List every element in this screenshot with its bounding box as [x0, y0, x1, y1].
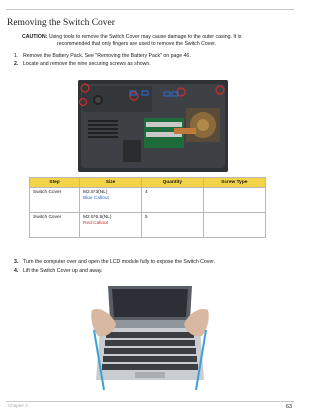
step-number: 2.	[14, 61, 19, 67]
step-text: Turn the computer over and open the LCD module fully to expose the Switch Cover.	[23, 259, 216, 265]
laptop-bottom-photo	[78, 80, 228, 172]
page-title: Removing the Switch Cover	[7, 18, 115, 28]
size-value: M2.5*3(NL)	[82, 190, 108, 195]
table-header-row	[30, 178, 266, 188]
caution-label: CAUTION:	[22, 34, 48, 40]
column-header-screw-type: Screw Type	[203, 178, 265, 188]
cell-size	[79, 213, 141, 238]
table-row	[30, 213, 266, 238]
cell-screw-type	[203, 188, 265, 213]
laptop-bottom-illustration	[78, 80, 228, 172]
step-3	[14, 259, 284, 266]
step-2	[14, 61, 284, 68]
table-row	[30, 188, 266, 213]
step-text: Locate and remove the nine securing screws as shown.	[23, 61, 151, 67]
caution-text: Using tools to remove the Switch Cover may cause damage to the outer casing. It is	[48, 34, 242, 40]
size-value: M2.5*6.5(NL)	[82, 215, 112, 220]
step-text: Lift the Switch Cover up and away.	[23, 268, 103, 274]
step-1	[14, 53, 284, 60]
step-number: 1.	[14, 53, 19, 59]
switch-cover-removal-photo	[90, 280, 210, 397]
step-number: 4.	[14, 268, 19, 274]
switch-cover-illustration	[90, 280, 210, 397]
page-number: 63	[285, 404, 292, 410]
cell-step: Switch Cover	[30, 188, 80, 213]
top-rule	[6, 9, 294, 10]
footer-chapter: Chapter 3	[8, 403, 28, 408]
cell-quantity: 5	[142, 213, 204, 238]
step-4	[14, 268, 284, 275]
column-header-quantity: Quantity	[142, 178, 204, 188]
cell-screw-type	[203, 213, 265, 238]
cell-quantity: 4	[142, 188, 204, 213]
cell-size	[79, 188, 141, 213]
caution-note	[22, 34, 284, 47]
red-callout-label: Red Callout	[82, 220, 109, 226]
bottom-rule	[6, 401, 294, 402]
cell-step: Switch Cover	[30, 213, 80, 238]
caution-text-continued: recommended that only fingers are used to remove the Switch Cover.	[57, 40, 217, 47]
step-text: Remove the Battery Pack. See "Removing the Battery Pack" on page 46.	[23, 53, 191, 59]
column-header-step: Step	[30, 178, 80, 188]
screw-table	[29, 177, 266, 238]
blue-callout-label: Blue Callout	[82, 195, 109, 201]
step-number: 3.	[14, 259, 19, 265]
column-header-size: Size	[79, 178, 141, 188]
